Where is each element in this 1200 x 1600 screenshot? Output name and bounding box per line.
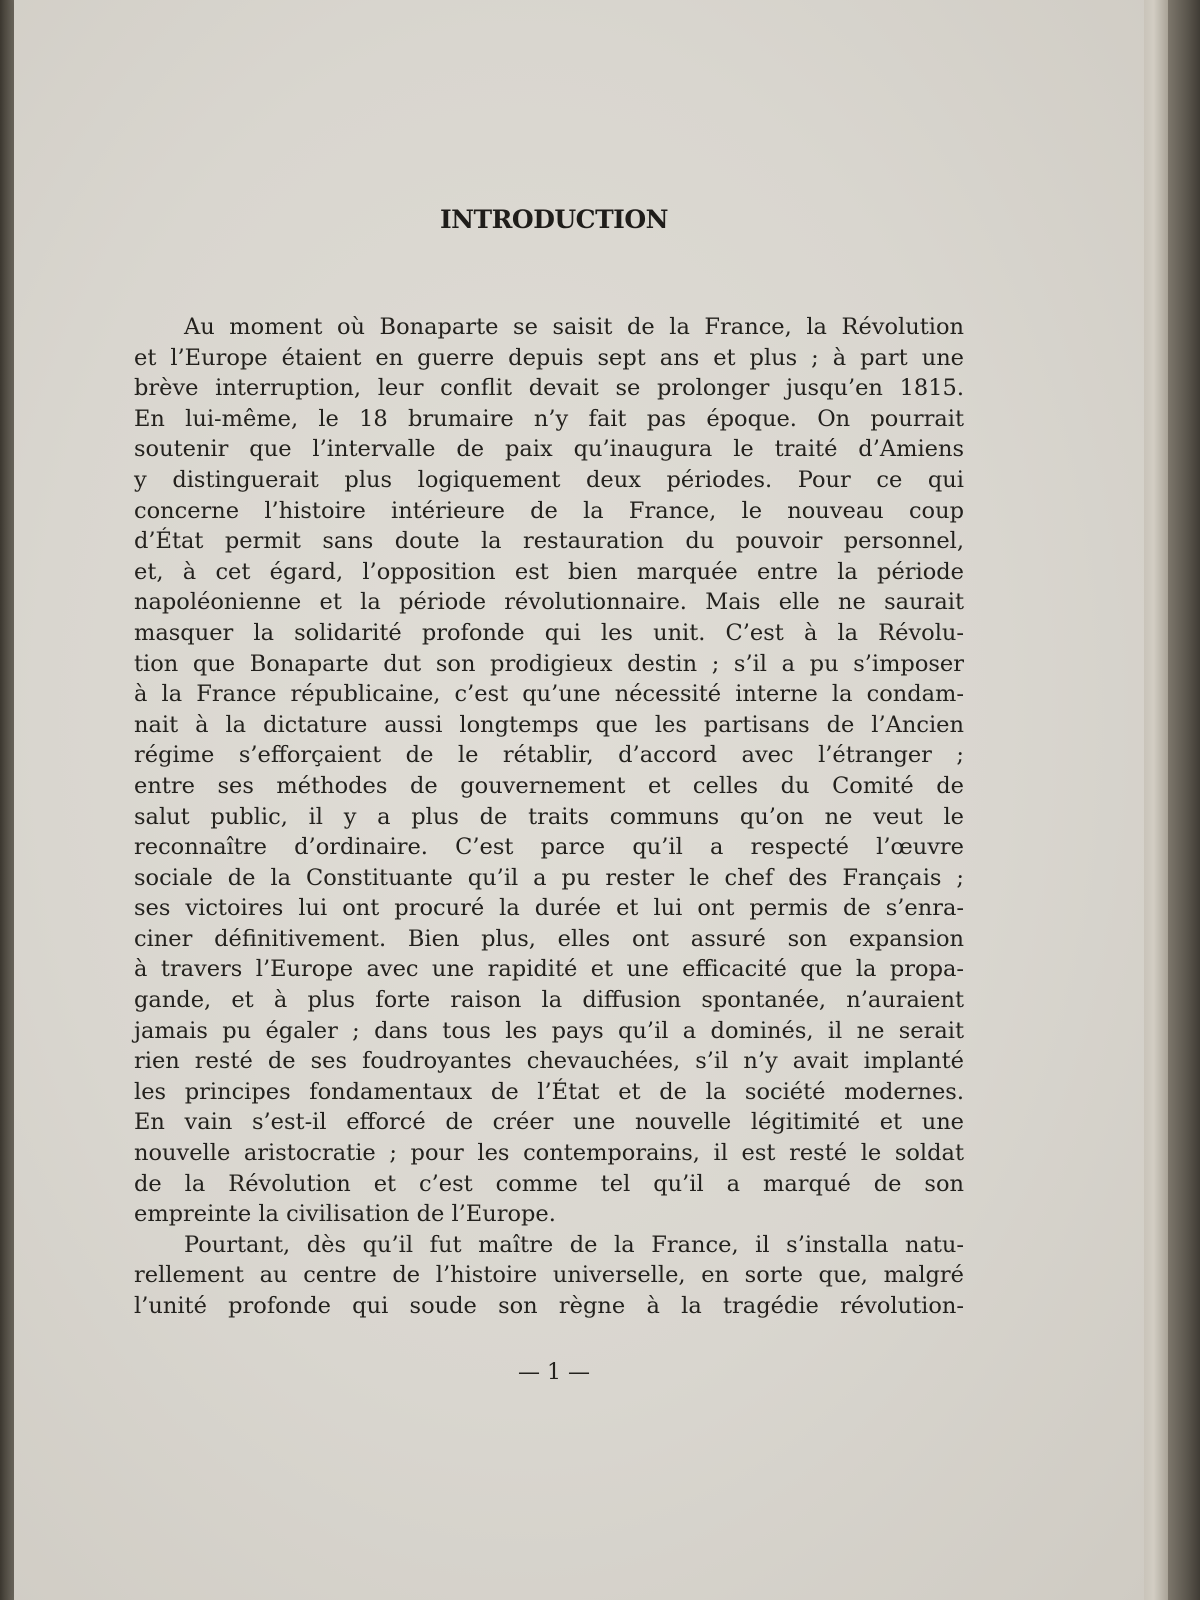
book-cover-edge <box>1168 0 1200 1600</box>
text-line: empreinte la civilisation de l’Europe. <box>134 1201 556 1228</box>
text-line: reconnaître d’ordinaire. C’est parce qu’il a respecté l’œuvre <box>134 834 964 861</box>
text-line: et l’Europe étaient en guerre depuis sept ans et plus ; à part une <box>134 344 964 371</box>
text-line: entre ses méthodes de gouvernement et celles du Comité de <box>134 772 964 799</box>
text-line: masquer la solidarité profonde qui les unit. C’est à la Révolu- <box>134 619 964 646</box>
text-line: jamais pu égaler ; dans tous les pays qu’il a dominés, il ne serait <box>134 1017 964 1044</box>
book-spine <box>0 0 14 1600</box>
text-line: les principes fondamentaux de l’État et de la société modernes. <box>134 1078 964 1105</box>
text-line: concerne l’histoire intérieure de la France, le nouveau coup <box>134 497 964 524</box>
text-line: gande, et à plus forte raison la diffusion spontanée, n’auraient <box>134 987 964 1014</box>
text-line: rellement au centre de l’histoire universelle, en sorte que, malgré <box>134 1262 964 1289</box>
page-number: — 1 — <box>518 1360 590 1385</box>
text-line: napoléonienne et la période révolutionnaire. Mais elle ne saurait <box>134 589 964 616</box>
text-line: Au moment où Bonaparte se saisit de la France, la Révolution <box>184 314 964 340</box>
text-line: à travers l’Europe avec une rapidité et une efficacité que la propa- <box>134 956 964 983</box>
chapter-heading: INTRODUCTION <box>439 205 668 234</box>
text-line: rien resté de ses foudroyantes chevauchées, s’il n’y avait implanté <box>134 1048 964 1075</box>
text-line: tion que Bonaparte dut son prodigieux destin ; s’il a pu s’imposer <box>134 650 964 677</box>
text-line: régime s’efforçaient de le rétablir, d’accord avec l’étranger ; <box>134 742 964 769</box>
text-line: d’État permit sans doute la restauration du pouvoir personnel, <box>134 528 964 555</box>
text-line: En lui-même, le 18 brumaire n’y fait pas époque. On pourrait <box>134 405 964 432</box>
text-line: nait à la dictature aussi longtemps que les partisans de l’Ancien <box>134 711 964 738</box>
text-line: sociale de la Constituante qu’il a pu rester le chef des Français ; <box>134 864 964 891</box>
page-stack-edge <box>1144 0 1168 1600</box>
text-line: soutenir que l’intervalle de paix qu’inaugura le traité d’Amiens <box>134 436 964 463</box>
text-line: l’unité profonde qui soude son règne à la tragédie révolution- <box>134 1293 964 1319</box>
text-line: de la Révolution et c’est comme tel qu’il a marqué de son <box>134 1170 964 1197</box>
body-text <box>134 312 964 1322</box>
text-line: ses victoires lui ont procuré la durée et lui ont permis de s’enra- <box>134 895 964 922</box>
text-line: et, à cet égard, l’opposition est bien marquée entre la période <box>134 558 964 585</box>
text-line: brève interruption, leur conflit devait se prolonger jusqu’en 1815. <box>134 375 964 402</box>
book-page <box>14 0 1144 1600</box>
text-line: En vain s’est-il efforcé de créer une nouvelle légitimité et une <box>134 1109 964 1136</box>
text-line: ciner définitivement. Bien plus, elles ont assuré son expansion <box>134 925 964 952</box>
text-line: à la France républicaine, c’est qu’une nécessité interne la condam- <box>134 681 964 708</box>
text-line: salut public, il y a plus de traits communs qu’on ne veut le <box>134 803 964 830</box>
text-line: Pourtant, dès qu’il fut maître de la France, il s’installa natu- <box>184 1231 964 1258</box>
text-line: nouvelle aristocratie ; pour les contemporains, il est resté le soldat <box>134 1140 964 1167</box>
text-line: y distinguerait plus logiquement deux périodes. Pour ce qui <box>134 466 964 493</box>
